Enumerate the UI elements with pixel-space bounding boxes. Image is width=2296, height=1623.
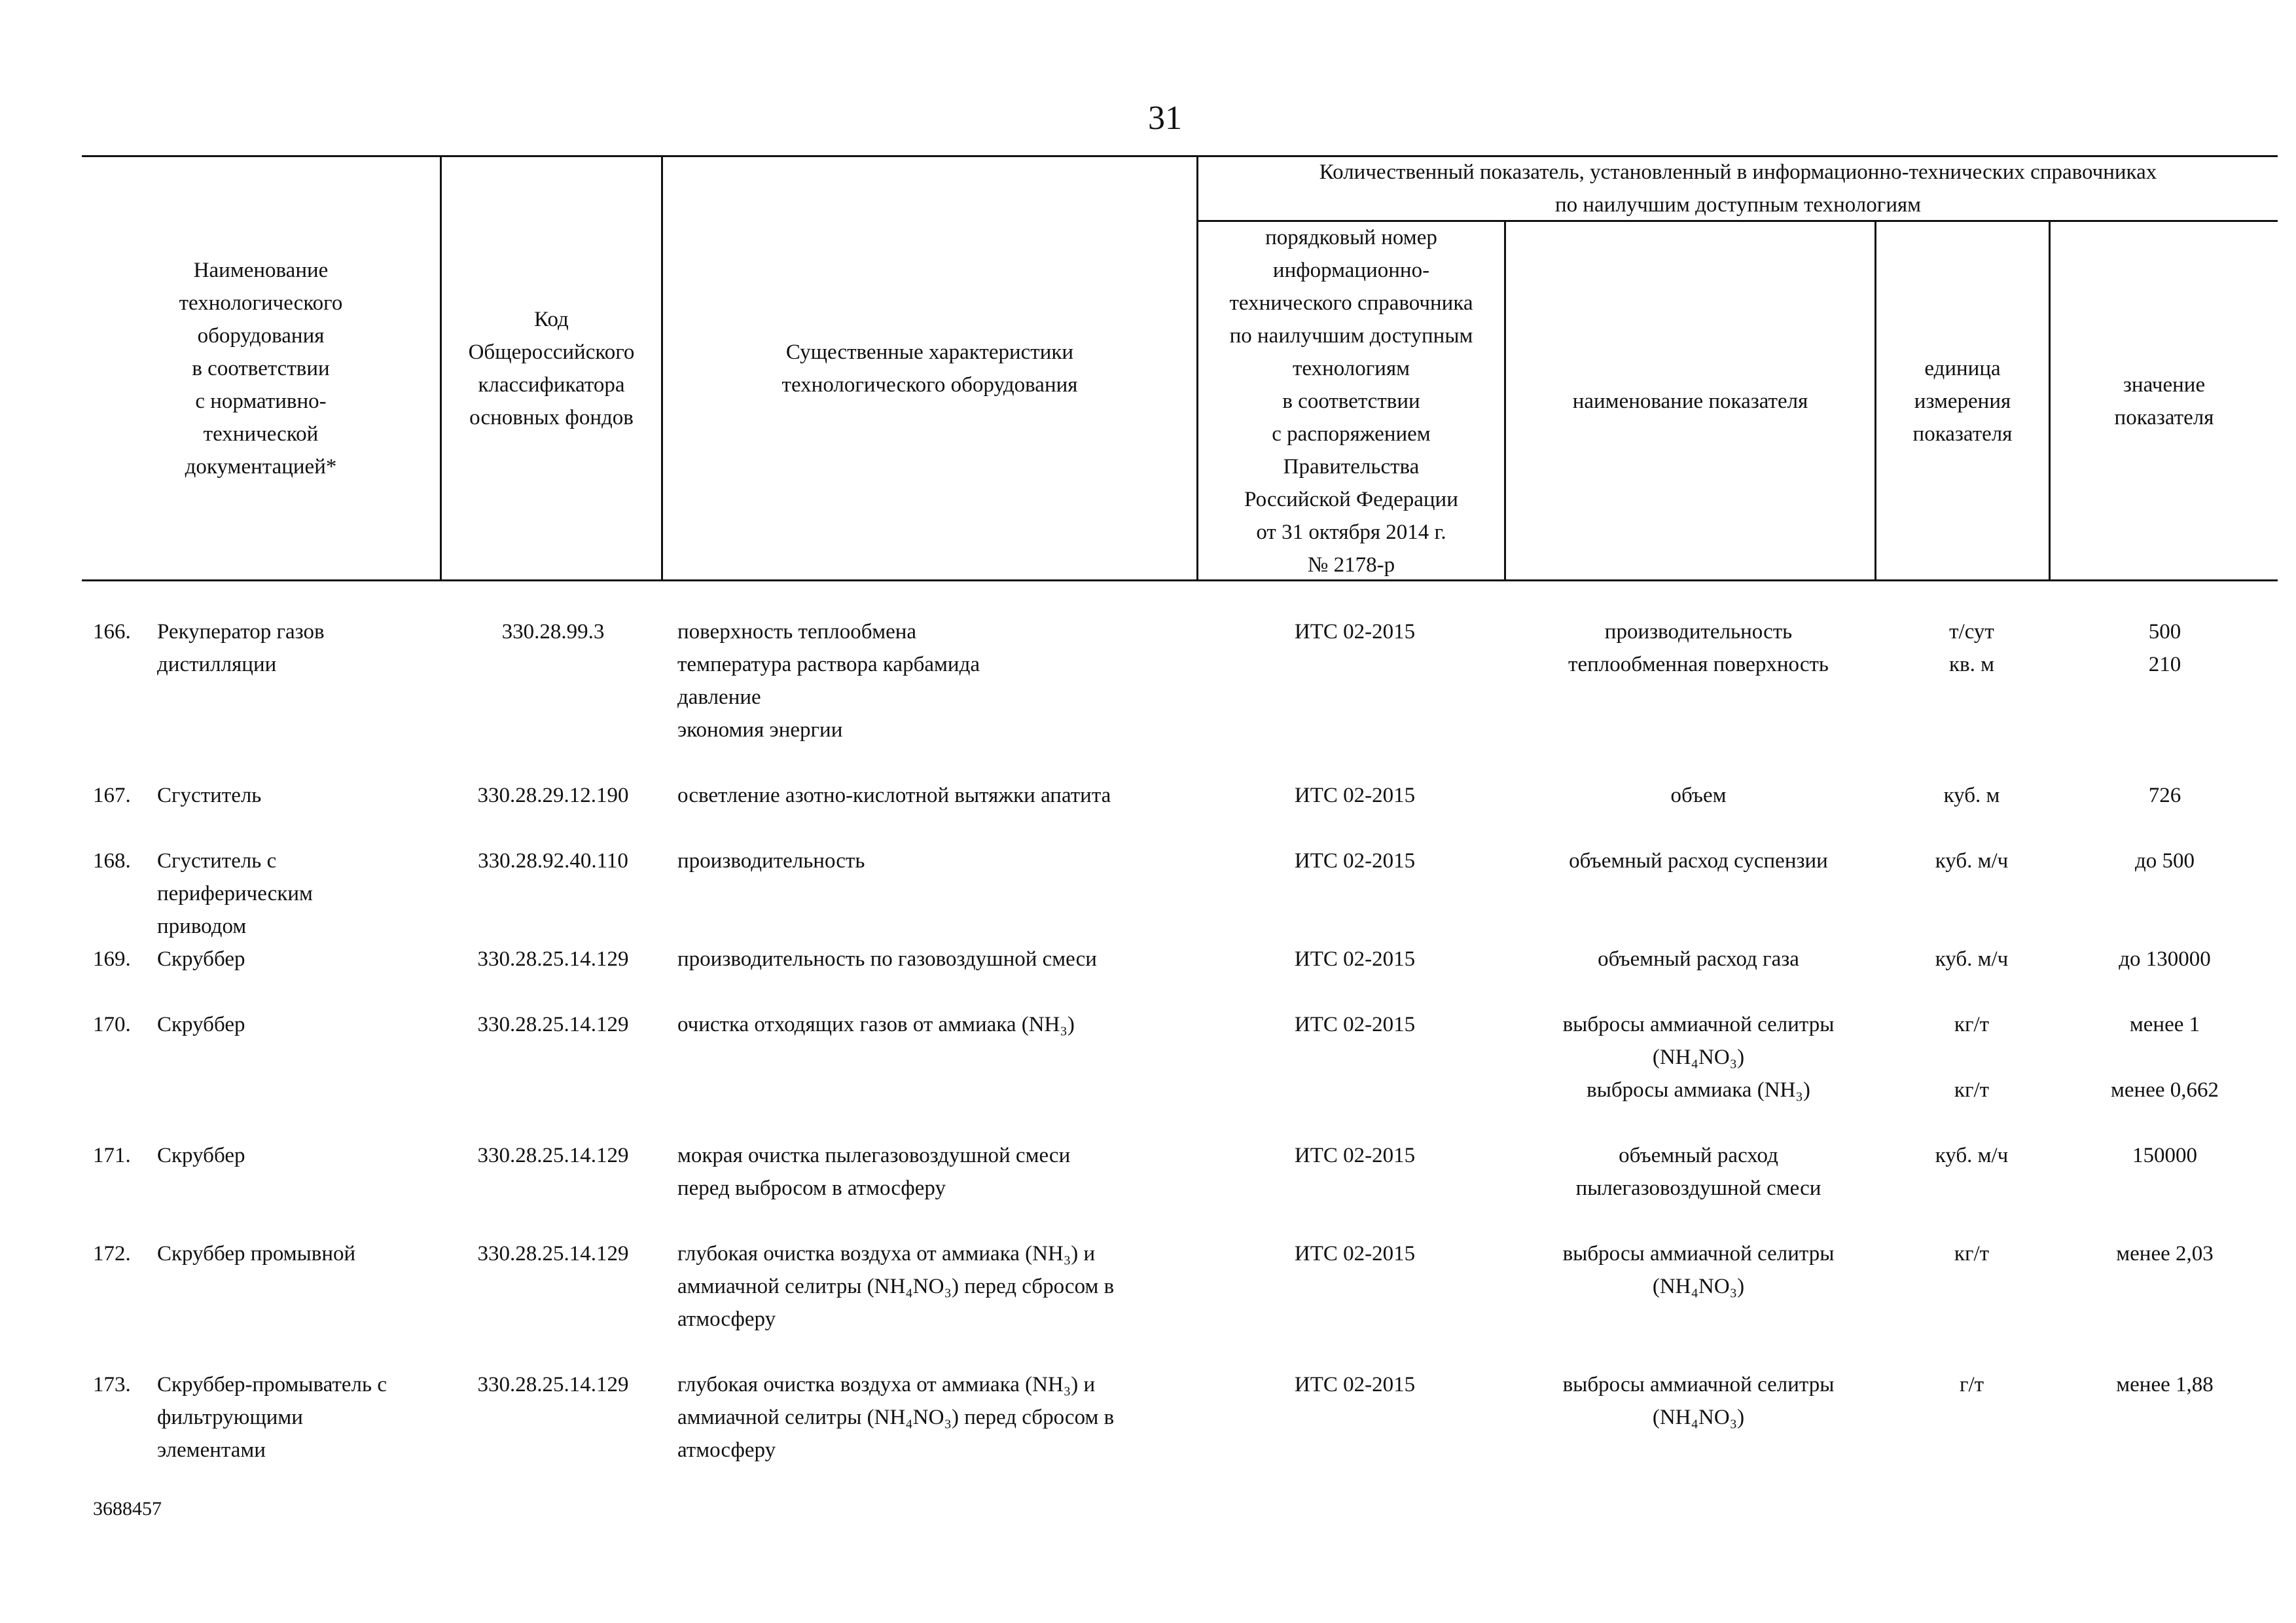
its-number: ИТС 02-2015 xyxy=(1294,849,1416,873)
row-number: 173. xyxy=(93,1373,131,1396)
equipment-name: Скруббер-промыватель с фильтрующими элементами xyxy=(157,1373,387,1462)
characteristics: производительность xyxy=(677,849,865,873)
indicator-value: 150000 xyxy=(2132,1144,2197,1167)
indicator-name: производительность теплообменная поверхность xyxy=(1568,620,1829,676)
indicator-value: менее 1 менее 0,662 xyxy=(2111,1013,2219,1102)
row-number: 170. xyxy=(93,1013,131,1036)
okof-code: 330.28.25.14.129 xyxy=(477,1013,629,1036)
indicator-unit: куб. м/ч xyxy=(1935,849,2009,873)
okof-code: 330.28.92.40.110 xyxy=(478,849,628,873)
row-number: 167. xyxy=(93,784,131,807)
okof-code: 330.28.25.14.129 xyxy=(477,1373,629,1396)
characteristics: глубокая очистка воздуха от аммиака (NH₃) и аммиачной селитры (NH₄NO₃) перед сбросом в атмосферу xyxy=(677,1242,1115,1331)
characteristics: глубокая очистка воздуха от аммиака (NH₃) и аммиачной селитры (NH₄NO₃) перед сбросом в атмосферу xyxy=(677,1373,1115,1462)
indicator-unit: г/т xyxy=(1959,1373,1984,1396)
row-number: 171. xyxy=(93,1144,131,1167)
equipment-name: Сгуститель с периферическим приводом xyxy=(157,849,313,938)
equipment-name: Скруббер xyxy=(157,1144,245,1167)
characteristics: мокрая очистка пылегазовоздушной смеси перед выбросом в атмосферу xyxy=(677,1144,1071,1200)
header-characteristics: Существенные характеристики технологического оборудования xyxy=(781,340,1078,397)
its-number: ИТС 02-2015 xyxy=(1294,947,1416,971)
indicator-value: до 130000 xyxy=(2119,947,2211,971)
indicator-unit: кг/т xyxy=(1954,1242,1990,1266)
row-number: 166. xyxy=(93,620,131,644)
okof-code: 330.28.99.3 xyxy=(501,620,605,644)
indicator-value: менее 2,03 xyxy=(2116,1242,2214,1266)
okof-code: 330.28.29.12.190 xyxy=(477,784,629,807)
okof-code: 330.28.25.14.129 xyxy=(477,1144,629,1167)
indicator-name: объемный расход пылегазовоздушной смеси xyxy=(1575,1144,1821,1200)
indicator-unit: куб. м/ч xyxy=(1935,1144,2009,1167)
indicator-name: объем xyxy=(1670,784,1727,807)
equipment-name: Сгуститель xyxy=(157,784,262,807)
indicator-unit: кг/т кг/т xyxy=(1954,1013,1990,1102)
indicator-name: объемный расход суспензии xyxy=(1569,849,1828,873)
header-equipment-name: Наименование технологического оборудования в соответствии с нормативно- технической документацией* xyxy=(179,258,343,479)
characteristics: очистка отходящих газов от аммиака (NH₃) xyxy=(677,1013,1075,1036)
header-okof-code: Код Общероссийского классификатора основных фондов xyxy=(468,307,635,429)
equipment-name: Рекуператор газов дистилляции xyxy=(157,620,325,676)
indicator-name: объемный расход газа xyxy=(1598,947,1799,971)
its-number: ИТС 02-2015 xyxy=(1294,1144,1416,1167)
equipment-name: Скруббер xyxy=(157,1013,245,1036)
indicator-value: 726 xyxy=(2148,784,2181,807)
okof-code: 330.28.25.14.129 xyxy=(477,1242,629,1266)
indicator-name: выбросы аммиачной селитры (NH₄NO₃) xyxy=(1562,1242,1835,1298)
header-its-number: порядковый номер информационно- технического справочника по наилучшим доступным технологиям в соответствии с распоряжением Правительства Российской Федерации от 31 октября 2014 г. № 2178-р xyxy=(1229,225,1473,577)
characteristics: производительность по газовоздушной смеси xyxy=(677,947,1097,971)
indicator-value: до 500 xyxy=(2134,849,2195,873)
equipment-name: Скруббер промывной xyxy=(157,1242,356,1266)
header-group-title: Количественный показатель, установленный в информационно-технических справочниках по наилучшим доступным технологиям xyxy=(1319,160,2157,217)
indicator-name: выбросы аммиачной селитры (NH₄NO₃) xyxy=(1562,1373,1835,1429)
row-number: 169. xyxy=(93,947,131,971)
its-number: ИТС 02-2015 xyxy=(1294,1373,1416,1396)
row-number: 168. xyxy=(93,849,131,873)
its-number: ИТС 02-2015 xyxy=(1294,1242,1416,1266)
indicator-name: выбросы аммиачной селитры (NH₄NO₃) выбросы аммиака (NH₃) xyxy=(1562,1013,1835,1102)
its-number: ИТС 02-2015 xyxy=(1294,784,1416,807)
document-code: 3688457 xyxy=(93,1498,162,1520)
indicator-unit: куб. м/ч xyxy=(1935,947,2009,971)
characteristics: поверхность теплообмена температура раствора карбамида давление экономия энергии xyxy=(677,620,980,742)
indicator-unit: т/сут кв. м xyxy=(1949,620,1994,676)
its-number: ИТС 02-2015 xyxy=(1294,1013,1416,1036)
indicator-value: менее 1,88 xyxy=(2116,1373,2214,1396)
indicator-value: 500 210 xyxy=(2148,620,2181,676)
equipment-name: Скруббер xyxy=(157,947,245,971)
okof-code: 330.28.25.14.129 xyxy=(477,947,629,971)
header-value: значение показателя xyxy=(2114,373,2214,429)
header-unit: единица измерения показателя xyxy=(1912,356,2013,446)
characteristics: осветление азотно-кислотной вытяжки апатита xyxy=(677,784,1111,807)
its-number: ИТС 02-2015 xyxy=(1294,620,1416,644)
header-indicator-name: наименование показателя xyxy=(1572,389,1808,413)
page-number: 31 xyxy=(1148,100,1182,137)
row-number: 172. xyxy=(93,1242,131,1266)
header-bottom-rule xyxy=(82,579,2278,581)
indicator-unit: куб. м xyxy=(1943,784,2000,807)
